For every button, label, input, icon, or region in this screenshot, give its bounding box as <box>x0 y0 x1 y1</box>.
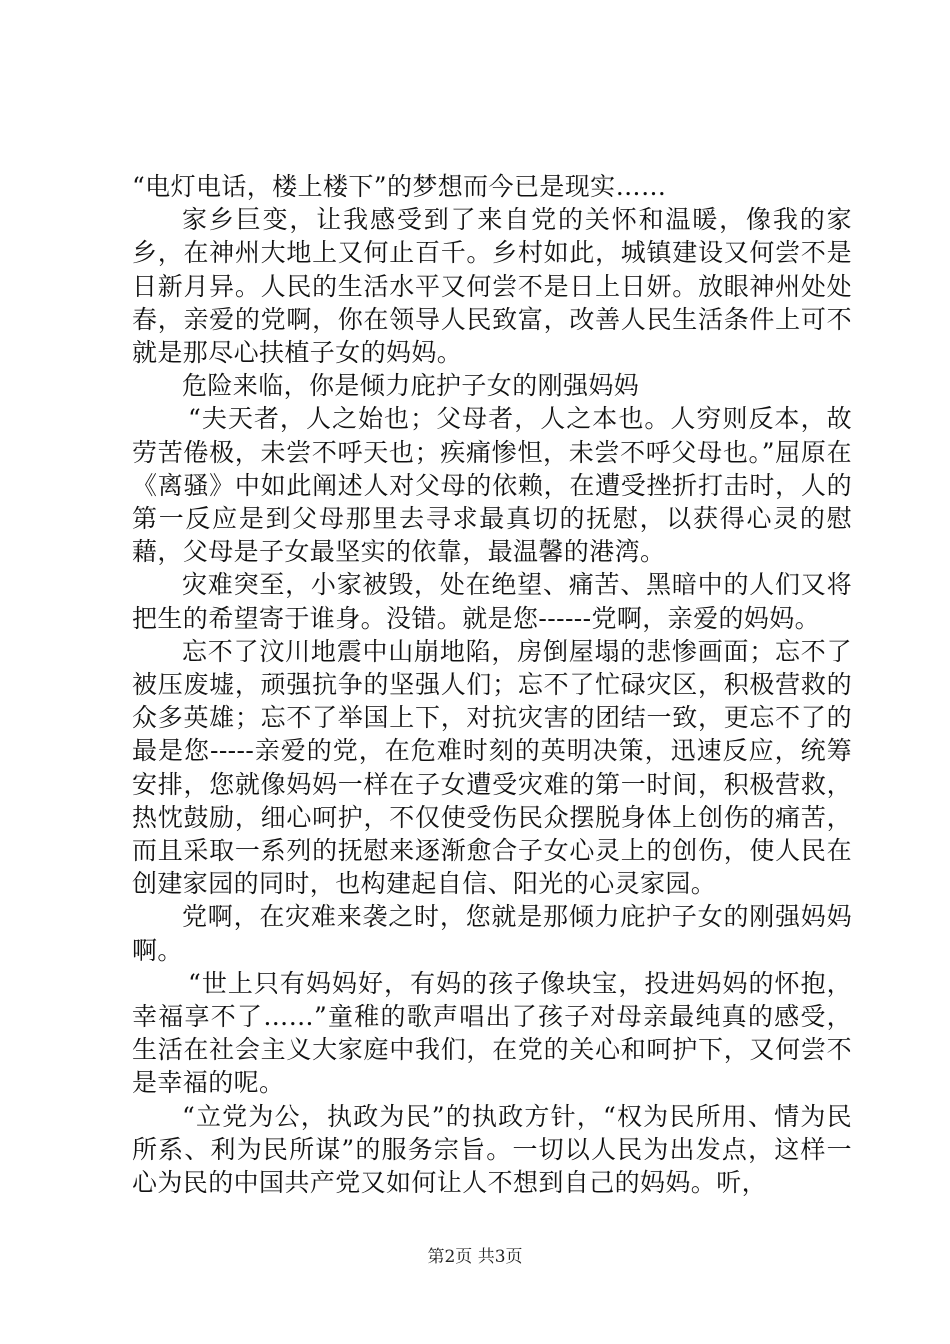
paragraph-6: 党啊，在灾难来袭之时，您就是那倾力庇护子女的刚强妈妈啊。 <box>132 902 852 965</box>
section-heading: 危险来临，你是倾力庇护子女的刚强妈妈 <box>182 371 640 401</box>
paragraph-3: “夫天者，人之始也；父母者，人之本也。人穷则反本，故劳苦倦极，未尝不呼天也；疾痛惨怛，未尝不呼父母也。”屈原在《离骚》中如此阐述人对父母的依赖，在遭受挫折打击时，人的第一反应是到父母那里去寻求最真切的抚慰，以获得心灵的慰藉，父母是子女最坚实的依靠，最温馨的港湾。 <box>132 404 852 567</box>
paragraph-5: 忘不了汶川地震中山崩地陷，房倒屋塌的悲惨画面；忘不了被压废墟，顽强抗争的坚强人们；忘不了忙碌灾区，积极营救的众多英雄；忘不了举国上下，对抗灾害的团结一致，更忘不了的最是您-----亲爱的党，在危难时刻的英明决策，迅速反应，统筹安排，您就像妈妈一样在子女遭受灾难的第一时间，积极营救，热忱鼓励，细心呵护，不仅使受伤民众摆脱身体上创伤的痛苦，而且采取一系列的抚慰来逐渐愈合子女心灵上的创伤，使人民在创建家园的同时，也构建起自信、阳光的心灵家园。 <box>132 636 852 899</box>
body-text <box>132 170 852 1199</box>
page-number: 第2页 共3页 <box>427 1247 523 1267</box>
paragraph-2: 家乡巨变，让我感受到了来自党的关怀和温暖，像我的家乡，在神州大地上又何止百千。乡村如此，城镇建设又何尝不是日新月异。人民的生活水平又何尝不是日上日妍。放眼神州处处春，亲爱的党啊，你在领导人民致富，改善人民生活条件上可不就是那尽心扶植子女的妈妈。 <box>132 205 852 368</box>
paragraph-7: “世上只有妈妈好，有妈的孩子像块宝，投进妈妈的怀抱，幸福享不了……”童稚的歌声唱出了孩子对母亲最纯真的感受，生活在社会主义大家庭中我们，在党的关心和呵护下，又何尝不是幸福的呢。 <box>132 968 852 1098</box>
paragraph-8: “立党为公，执政为民”的执政方针，“权为民所用、情为民所系、利为民所谋”的服务宗旨。一切以人民为出发点，这样一心为民的中国共产党又如何让人不想到自己的妈妈。听， <box>132 1101 852 1198</box>
paragraph-4: 灾难突至，小家被毁，处在绝望、痛苦、黑暗中的人们又将把生的希望寄于谁身。没错。就是您------党啊，亲爱的妈妈。 <box>132 570 852 633</box>
page-footer <box>0 1242 950 1267</box>
paragraph-1: “电灯电话，楼上楼下”的梦想而今已是现实…… <box>132 172 667 201</box>
